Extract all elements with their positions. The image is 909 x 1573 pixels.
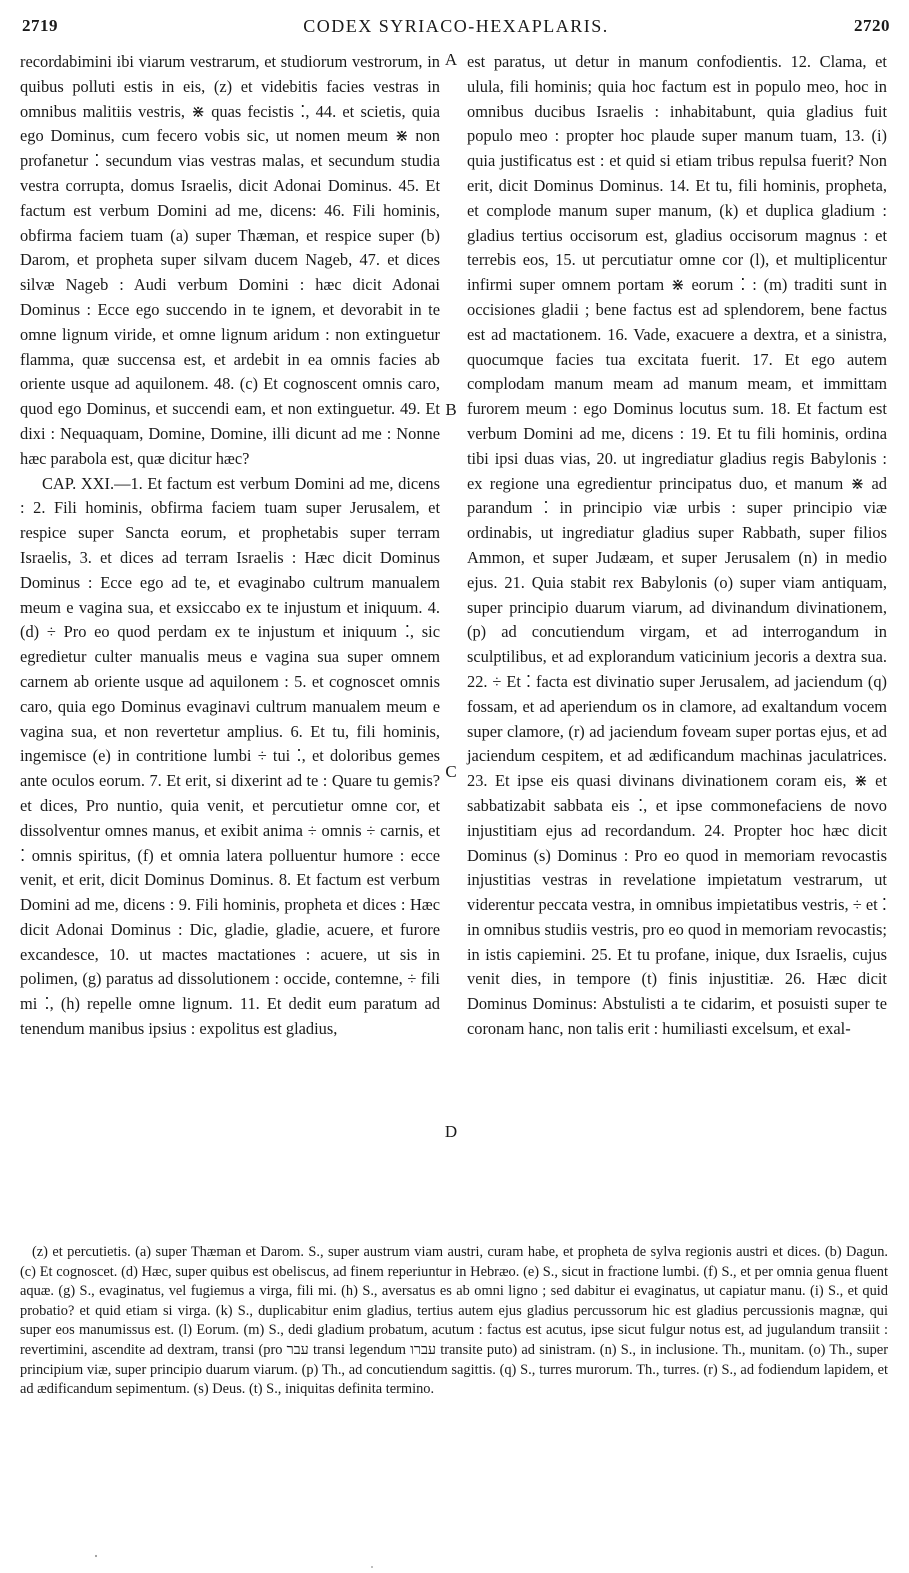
left-page-number: 2719	[22, 16, 58, 35]
speck-1	[95, 1555, 97, 1557]
left-column-paragraph-2: CAP. XXI.—1. Et factum est verbum Domini ad me, dicens : 2. Fili hominis, obfirma faciem tuam super Jerusalem, et respice super Sancta eorum, et prophetabis super terram Israelis, 3. et dices ad terram Israelis : Hæc dicit Dominus Dominus : Ecce ego ad te, et evaginabo cultrum manualem meum e vagina sua, et exsiccabo ex te injustum et iniquum. 4. (d) ÷ Pro eo quod perdam ex te injustum et iniquum ⁚, sic egredietur culter manualis meus e vagina sua super omnem carnem ab oriente usque ad aquilonem : 5. et cognoscet omnis caro, quia ego Dominus evaginavi cultrum manualem meum e vagina sua, et non revertetur amplius. 6. Et tu, fili hominis, ingemisce (e) in contritione lumbi ÷ tui ⁚, et doloribus gemes ante oculos eorum. 7. Et erit, si dixerint ad te : Quare tu gemis? et dices, Pro nuntio, quia venit, et percutietur omne cor, et dissolventur omnes manus, et exibit anima ÷ omnis ÷ carnis, et ⁚ omnis spiritus, (f) et omnia latera polluentur humore : ecce venit, et erit, dicit Dominus Dominus. 8. Et factum est verbum Domini ad me, dicens : 9. Fili hominis, propheta et dices : Hæc dicit Adonai Dominus : Dic, gladie, gladie, acuere, et furore excandesce, 10. ut mactes mactationes : acuere, ut sis in polimen, (g) paratus ad dissolutionem : occide, contemne, ÷ fili mi ⁚, (h) repelle omne lignum. 11. Et dedit eum paratum ad tenendum manibus ipsius : expolitus est gladius,	[20, 473, 440, 1039]
right-column	[467, 50, 887, 1042]
footnotes	[20, 1243, 888, 1400]
right-page-number: 2720	[854, 16, 890, 35]
running-title: CODEX SYRIACO-HEXAPLARIS.	[303, 16, 609, 36]
speck-2	[371, 1566, 373, 1568]
left-column-paragraph-1: recordabimini ibi viarum vestrarum, et studiorum vestrorum, in quibus polluti estis in eis, (z) et videbitis facies vestras in omnibus malitiis vestris, ⋇ quas fecistis ⁚, 44. et scietis, quia ego Dominus, cum fecero vobis sic, ut nomen meum ⋇ non profanetur ⁚ secundum vias vestras malas, et secundum studia vestra corrupta, domus Israelis, dicit Adonai Dominus. 45. Et factum est verbum Domini ad me, dicens: 46. Fili hominis, obfirma faciem tuam (a) super Thæman, et respice super (b) Darom, et propheta super silvam ducem Nageb, 47. et dices silvæ Nageb : Audi verbum Domini : hæc dicit Adonai Dominus : Ecce ego succendo in te ignem, et devorabit in te omne lignum viride, et omne lignum aridum : non extinguetur flamma, quæ succensa est, et ardebit in ea omnis facies ab oriente usque ad aquilonem. 48. (c) Et cognoscent omnis caro, quod ego Dominus, et succendi eam, et non extinguetur. 49. Et dixi : Nequaquam, Domine, Domine, illi dicunt ad me : Nonne hæc parabola est, quæ dicitur hæc?	[20, 52, 440, 468]
margin-letter-a: A	[444, 50, 458, 69]
left-column	[20, 50, 440, 1042]
running-header	[22, 16, 890, 42]
margin-letter-b: B	[445, 400, 457, 419]
right-column-paragraph-1: est paratus, ut detur in manum confodientis. 12. Clama, et ulula, fili hominis; quia hoc factum est in populo meo, hoc in omnibus ducibus Israelis : inhabitabunt, quia gladius fuit populo meo : propter hoc plaude super manum tuam, 13. (i) quia justificatus est : et quid si etiam tribus repulsa fuerit? Non erit, dicit Dominus Dominus. 14. Et tu, fili hominis, propheta, et complode manum super manum, (k) et duplica gladium : gladius tertius occisorum est, gladius occisorum magnus : et terrebis eos, 15. ut percutiatur omne cor (l), et multiplicentur infirmi super omnem portam ⋇ eorum ⁚ : (m) traditi sunt in occisiones gladii ; bene factus est ad splendorem, bene factus est ad mactationem. 16. Vade, exacuere a dextra, et a sinistra, quocumque facies tua excitata fuerit. 17. Et ego autem complodam manum meam ad manum meam, et immittam furorem meum : ego Dominus locutus sum. 18. Et factum est verbum Domini ad me, dicens : 19. Et tu fili hominis, ordina tibi ipsi duas vias, 20. ut ingrediatur gladius regis Babylonis : ex regione una egredientur principatus duo, et manum ⋇ ad parandum ⁚ in principio viæ urbis : super principio viæ ordinabis, ut ingrediatur gladius super Rabbath, super filios Ammon, et super Judæam, et super Jerusalem (n) in medio ejus. 21. Quia stabit rex Babylonis (o) super viam antiquam, super principio duarum viarum, ad divinandum divinationem, (p) ad concutiendum virgam, et ad interrogandum in sculptilibus, et ad explorandum vaticinium jecoris a dextra sua. 22. ÷ Et ⁚ facta est divinatio super Jerusalem, ad jaciendum (q) fossam, et ad aperiendum os in clamore, ad exaltandum vocem super clamore, (r) ad jaciendum foveam super portas ejus, et ad jaciendum cespitem, et ad ædificandum machinas jaculatrices. 23. Et ipse eis quasi divinans divinationem coram eis, ⋇ et sabbatizabit sabbata eis ⁚, et ipse commonefaciens de novo injustitiam ejus ad recordandum. 24. Propter hoc hæc dicit Dominus (s) Dominus : Pro eo quod in memoriam revocastis injustitias vestras in revelatione impietatum vestrarum, ut viderentur peccata vestra, in omnibus impietatibus vestris, ÷ et ⁚ in omnibus studiis vestris, pro eo quod in memoriam revocastis; in istis capiemini. 25. Et tu profane, inique, dux Israelis, cujus venit dies, in tempore (t) finis injustitiæ. 26. Hæc dicit Dominus Dominus: Abstulisti a te cidarim, et posuisti super te coronam hanc, non talis erit : humiliasti excelsum, et exal-	[467, 52, 887, 1039]
margin-letter-d: D	[444, 1122, 458, 1141]
margin-letter-c: C	[445, 762, 457, 781]
footnotes-text: (z) et percutietis. (a) super Thæman et Darom. S., super austrum viam austri, curam habe, et propheta de sylva regionis austri et dices. (b) Dagun. (c) Et cognoscet. (d) Hæc, super quibus est obeliscus, ad finem reperiuntur in Hebræo. (e) S., sicut in fractione lumbi. (f) S., et per omnia genua fluent aquæ. (g) S., evaginatus, vel fugiemus a virga, fili mi. (h) S., aversatus es ab omni ligno ; sed dabitur ei evaginatus, ut capiatur manu. (i) S., et quid probatio? et quid etiam si virga. (k) S., duplicabitur enim gladius, tertius autem ejus gladius percussorum hic est gladius percussionis magnæ, qui super eos manumissus est. (l) Eorum. (m) S., dedi gladium probatum, acutum : factus est acutus, ipse sicut fulgur notus est, ad jugulandum transiit : revertimini, ascendite ad dextram, transi (pro עבר transi legendum עברו transite puto) ad sinistram. (n) S., in inclusione. Th., munitam. (o) Th., super principium viæ, super principio duarum viarum. (p) Th., ad concutiendum sagittis. (q) S., turres murorum. Th., turres. (r) S., ad fodiendum lapidem, et ad ædificandum sepimentum. (s) Deus. (t) S., iniquitas definita termino.	[20, 1244, 888, 1398]
